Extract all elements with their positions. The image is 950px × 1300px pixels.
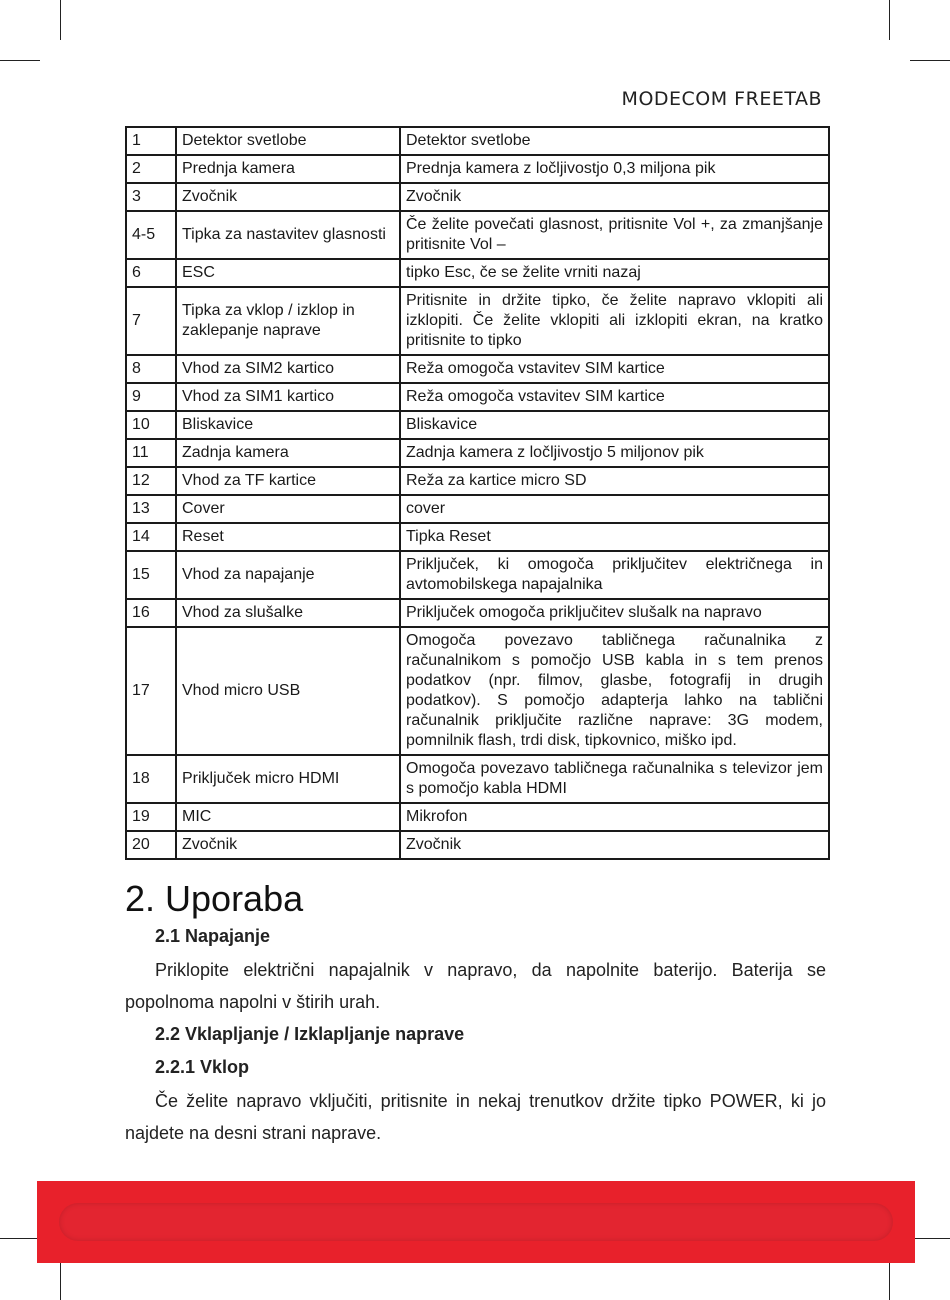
cell-desc: Detektor svetlobe bbox=[400, 127, 829, 155]
cell-name: Vhod za napajanje bbox=[176, 551, 400, 599]
cell-num: 18 bbox=[126, 755, 176, 803]
cell-num: 8 bbox=[126, 355, 176, 383]
cell-desc: Priključek omogoča priključitev slušalk na napravo bbox=[400, 599, 829, 627]
crop-mark bbox=[60, 0, 61, 40]
cell-desc: Reža za kartice micro SD bbox=[400, 467, 829, 495]
subheading-napajanje: 2.1 Napajanje bbox=[155, 926, 271, 946]
cell-desc: Zvočnik bbox=[400, 831, 829, 859]
cell-num: 12 bbox=[126, 467, 176, 495]
cell-name: Vhod za SIM1 kartico bbox=[176, 383, 400, 411]
footer-bar bbox=[37, 1181, 915, 1263]
cell-desc: Pritisnite in držite tipko, če želite napravo vklopiti ali izklopiti. Če želite vklopiti ali izklopiti ekran, na kratko pritisnite to tipko bbox=[400, 287, 829, 355]
cell-num: 19 bbox=[126, 803, 176, 831]
table-row bbox=[126, 467, 829, 495]
cell-num: 2 bbox=[126, 155, 176, 183]
cell-num: 20 bbox=[126, 831, 176, 859]
cell-num: 3 bbox=[126, 183, 176, 211]
crop-mark bbox=[0, 1238, 40, 1239]
cell-name: Zadnja kamera bbox=[176, 439, 400, 467]
cell-name: Vhod micro USB bbox=[176, 627, 400, 755]
cell-num: 11 bbox=[126, 439, 176, 467]
cell-desc: Reža omogoča vstavitev SIM kartice bbox=[400, 355, 829, 383]
cell-desc: Bliskavice bbox=[400, 411, 829, 439]
cell-name: ESC bbox=[176, 259, 400, 287]
cell-name: Detektor svetlobe bbox=[176, 127, 400, 155]
spec-table bbox=[125, 126, 830, 860]
table-row bbox=[126, 411, 829, 439]
cell-name: Zvočnik bbox=[176, 183, 400, 211]
cell-desc: Reža omogoča vstavitev SIM kartice bbox=[400, 383, 829, 411]
cell-name: Vhod za TF kartice bbox=[176, 467, 400, 495]
cell-num: 17 bbox=[126, 627, 176, 755]
crop-mark bbox=[889, 0, 890, 40]
table-row bbox=[126, 627, 829, 755]
paragraph-napajanje: Priklopite električni napajalnik v napravo, da napolnite baterijo. Baterija se popolnoma napolni v štirih urah. bbox=[125, 960, 826, 1012]
crop-mark bbox=[889, 1260, 890, 1300]
crop-mark bbox=[0, 60, 40, 61]
table-row bbox=[126, 127, 829, 155]
cell-num: 10 bbox=[126, 411, 176, 439]
cell-name: Tipka za nastavitev glasnosti bbox=[176, 211, 400, 259]
table-row bbox=[126, 551, 829, 599]
crop-mark bbox=[910, 1238, 950, 1239]
cell-num: 16 bbox=[126, 599, 176, 627]
table-row bbox=[126, 383, 829, 411]
cell-desc: cover bbox=[400, 495, 829, 523]
cell-name: Bliskavice bbox=[176, 411, 400, 439]
cell-num: 14 bbox=[126, 523, 176, 551]
cell-num: 6 bbox=[126, 259, 176, 287]
cell-desc: Zvočnik bbox=[400, 183, 829, 211]
section-heading: 2. Uporaba bbox=[125, 878, 304, 919]
cell-name: Vhod za SIM2 kartico bbox=[176, 355, 400, 383]
cell-name: Priključek micro HDMI bbox=[176, 755, 400, 803]
table-row bbox=[126, 155, 829, 183]
cell-desc: Omogoča povezavo tabličnega računalnika z računalnikom s pomočjo USB kabla in s tem prenos podatkov (npr. filmov, glasbe, fotografij in drugih podatkov). S pomočjo adapterja lahko na tablični računalnik priključite različne naprave: 3G modem, pomnilnik flash, trdi disk, tipkovnico, miško ipd. bbox=[400, 627, 829, 755]
table-row bbox=[126, 287, 829, 355]
table-row bbox=[126, 259, 829, 287]
cell-desc: Omogoča povezavo tabličnega računalnika s televizor jem s pomočjo kabla HDMI bbox=[400, 755, 829, 803]
cell-desc: Prednja kamera z ločljivostjo 0,3 miljona pik bbox=[400, 155, 829, 183]
cell-num: 9 bbox=[126, 383, 176, 411]
table-row bbox=[126, 599, 829, 627]
subheading-vklapljanje: 2.2 Vklapljanje / Izklapljanje naprave bbox=[155, 1024, 465, 1044]
table-row bbox=[126, 183, 829, 211]
table-row bbox=[126, 495, 829, 523]
table-row bbox=[126, 211, 829, 259]
cell-desc: Zadnja kamera z ločljivostjo 5 miljonov pik bbox=[400, 439, 829, 467]
crop-mark bbox=[910, 60, 950, 61]
cell-num: 4-5 bbox=[126, 211, 176, 259]
cell-name: Cover bbox=[176, 495, 400, 523]
cell-num: 13 bbox=[126, 495, 176, 523]
cell-name: Reset bbox=[176, 523, 400, 551]
paragraph-vklop: Če želite napravo vključiti, pritisnite in nekaj trenutkov držite tipko POWER, ki jo najdete na desni strani naprave. bbox=[125, 1091, 826, 1143]
cell-name: Vhod za slušalke bbox=[176, 599, 400, 627]
cell-num: 15 bbox=[126, 551, 176, 599]
cell-desc: Če želite povečati glasnost, pritisnite Vol +, za zmanjšanje pritisnite Vol – bbox=[400, 211, 829, 259]
cell-desc: Tipka Reset bbox=[400, 523, 829, 551]
table-row bbox=[126, 523, 829, 551]
subheading-vklop: 2.2.1 Vklop bbox=[155, 1057, 250, 1077]
cell-num: 1 bbox=[126, 127, 176, 155]
table-row bbox=[126, 355, 829, 383]
page-header-title: MODECOM FREETAB bbox=[621, 88, 822, 110]
table-row bbox=[126, 755, 829, 803]
cell-name: Zvočnik bbox=[176, 831, 400, 859]
crop-mark bbox=[60, 1260, 61, 1300]
cell-name: Prednja kamera bbox=[176, 155, 400, 183]
cell-num: 7 bbox=[126, 287, 176, 355]
cell-name: Tipka za vklop / izklop in zaklepanje naprave bbox=[176, 287, 400, 355]
table-row bbox=[126, 439, 829, 467]
cell-desc: tipko Esc, če se želite vrniti nazaj bbox=[400, 259, 829, 287]
footer-inner-band bbox=[59, 1203, 893, 1241]
table-row bbox=[126, 831, 829, 859]
table-row bbox=[126, 803, 829, 831]
cell-desc: Mikrofon bbox=[400, 803, 829, 831]
cell-desc: Priključek, ki omogoča priključitev električnega in avtomobilskega napajalnika bbox=[400, 551, 829, 599]
cell-name: MIC bbox=[176, 803, 400, 831]
